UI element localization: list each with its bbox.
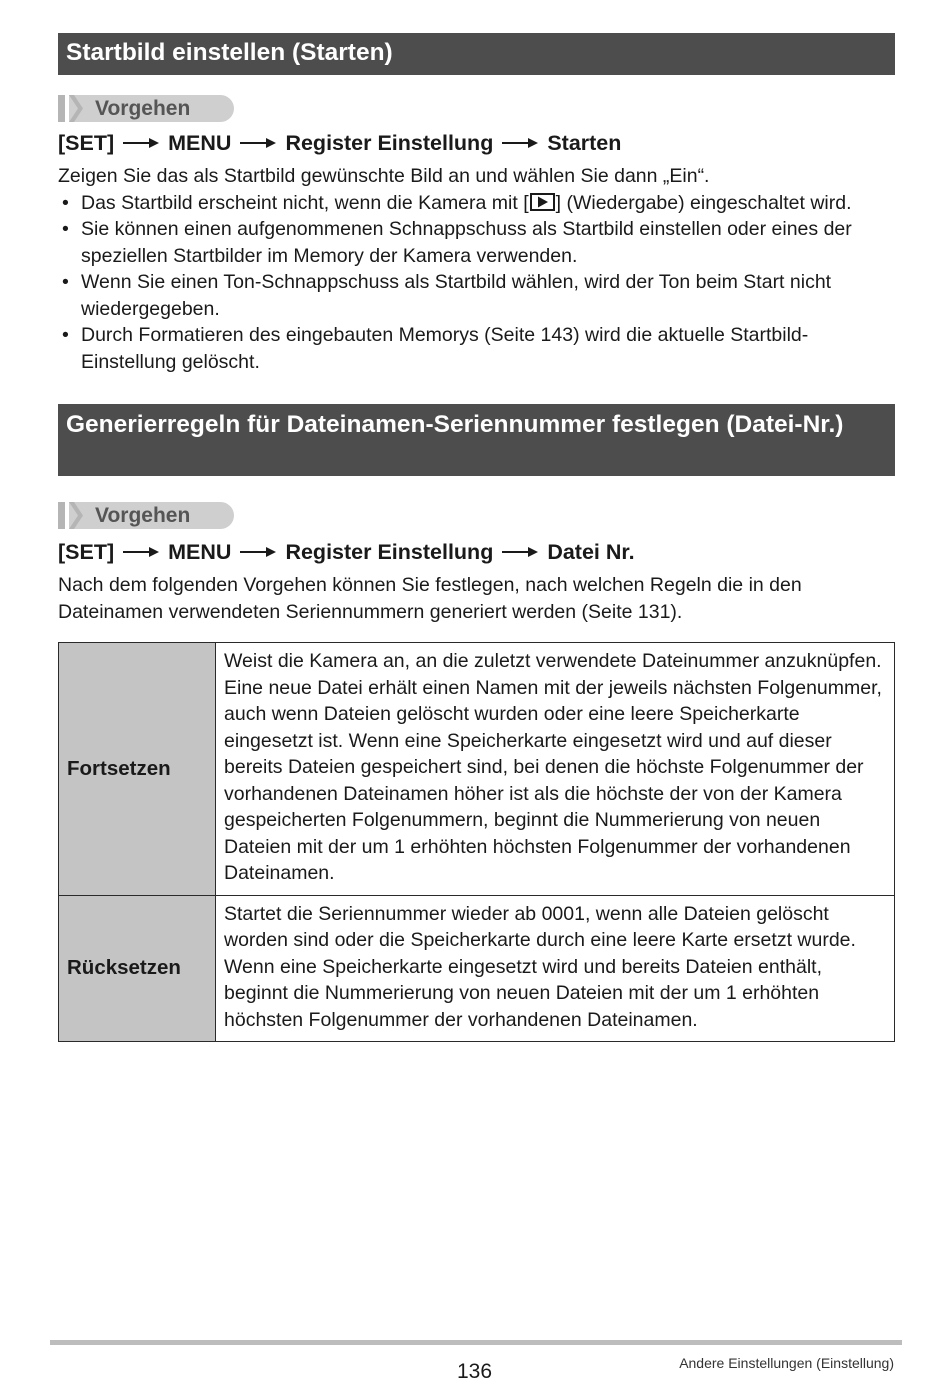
option-name: Fortsetzen	[59, 643, 216, 896]
list-item: • Sie können einen aufgenommenen Schnappschuss als Startbild einstellen oder eines der speziellen Startbilder im Memory der Kamera verwenden.	[62, 218, 852, 267]
arrow-right-icon	[123, 546, 159, 558]
procedure-label: Vorgehen	[95, 96, 191, 120]
page-number: 136	[457, 1360, 493, 1383]
table-row	[59, 643, 895, 896]
path-step-register: Register Einstellung	[285, 539, 494, 564]
arrow-right-icon	[502, 546, 538, 558]
play-button-icon	[530, 193, 555, 211]
procedure-badge-marker	[58, 95, 83, 122]
manual-page	[58, 33, 895, 1042]
menu-path	[58, 537, 895, 567]
path-step-set: [SET]	[58, 539, 115, 564]
chapter-label: Andere Einstellungen (Einstellung)	[679, 1355, 894, 1371]
path-step-set: [SET]	[58, 130, 115, 155]
arrow-right-icon	[240, 546, 276, 558]
arrow-right-icon	[123, 137, 159, 149]
option-name: Rücksetzen	[59, 895, 216, 1042]
procedure-badge-marker	[58, 502, 83, 529]
arrow-right-icon	[502, 137, 538, 149]
path-step-register: Register Einstellung	[285, 130, 494, 155]
arrow-right-icon	[240, 137, 276, 149]
option-description: Startet die Seriennummer wieder ab 0001, wenn alle Dateien gelöscht worden sind oder die Speicherkarte durch eine leere Karte ersetzt wurde. Wenn eine Speicherkarte eingesetzt wird und bereits Dateien enthält, beginnt die Nummerierung von neuen Dateien mit der um 1 erhöhten höchsten Folgenummer der vorhandenen Dateinamen.	[216, 895, 895, 1042]
option-description: Weist die Kamera an, an die zuletzt verwendete Dateinummer anzuknüpfen. Eine neue Datei erhält einen Namen mit der jeweils nächsten Folgenummer, auch wenn Dateien gelöscht wurden oder eine leere Speicherkarte eingesetzt ist. Wenn eine Speicherkarte eingesetzt wird und auf dieser bereits Dateien gespeichert sind, bei denen die höchste Folgenummer der vorhandenen Dateinamen höher ist als die höchste der von der Kamera gespeicherten Folgenummern, beginnt die Nummerierung von neuen Dateien mit der um 1 erhöhten höchsten Folgenummer der vorhandenen Dateinamen.	[216, 643, 895, 896]
section-title-datei-nr: Generierregeln für Dateinamen-Seriennummer festlegen (Datei-Nr.)	[58, 404, 895, 476]
intro-text: Nach dem folgenden Vorgehen können Sie festlegen, nach welchen Regeln die in den Dateinamen verwendeten Seriennummern generiert werden (Seite 131).	[58, 574, 802, 623]
list-item: • Wenn Sie einen Ton-Schnappschuss als Startbild wählen, wird der Ton beim Start nicht wiedergegeben.	[62, 271, 832, 320]
path-step-menu: MENU	[168, 539, 232, 564]
path-step-menu: MENU	[168, 130, 232, 155]
table-row	[59, 895, 895, 1042]
notes-list	[58, 190, 895, 376]
menu-path	[58, 128, 895, 158]
section-title-startbild: Startbild einstellen (Starten)	[58, 33, 895, 75]
footer-divider	[50, 1340, 902, 1345]
list-item: • Das Startbild erscheint nicht, wenn die Kamera mit [ ] (Wiedergabe) eingeschaltet wird.	[58, 190, 895, 217]
procedure-label-badge	[58, 95, 234, 122]
procedure-label-badge	[58, 502, 234, 529]
intro-text: Zeigen Sie das als Startbild gewünschte Bild an und wählen Sie dann „Ein“.	[58, 165, 710, 187]
procedure-label: Vorgehen	[95, 503, 191, 527]
list-item: • Durch Formatieren des eingebauten Memorys (Seite 143) wird die aktuelle Startbild-Einstellung gelöscht.	[62, 324, 809, 373]
bullet-symbol: •	[62, 191, 69, 214]
path-step-starten: Starten	[547, 130, 622, 155]
file-number-rules-table	[58, 642, 895, 1042]
path-step-datei-nr: Datei Nr.	[547, 539, 635, 564]
